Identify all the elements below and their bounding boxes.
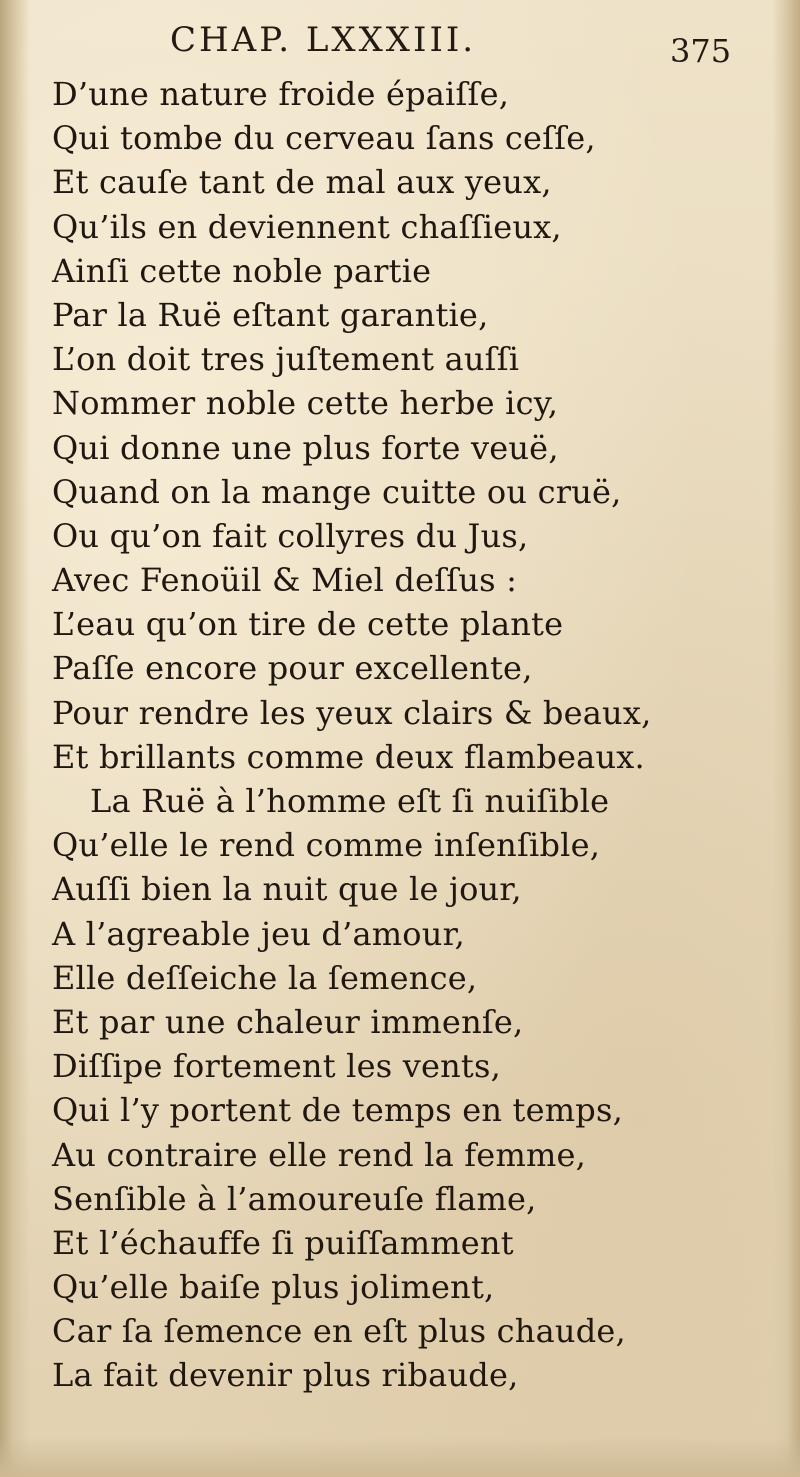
verse-line: A l’agreable jeu d’amour, [52, 914, 465, 953]
verse-line: Quand on la mange cuitte ou cruë, [52, 472, 622, 511]
running-head: CHAP. LXXXIII. [170, 20, 477, 60]
verse-line: Pour rendre les yeux clairs & beaux, [52, 693, 652, 732]
verse-line: Senſible à l’amoureuſe flame, [52, 1179, 537, 1218]
verse-line: Qu’elle le rend comme inſenſible, [52, 826, 601, 865]
verse-line: Avec Fenoüil & Miel deſſus : [52, 561, 518, 600]
verse-line: Et brillants comme deux flambeaux. [52, 737, 645, 776]
verse-line: Et cauſe tant de mal aux yeux, [52, 163, 552, 202]
verse-line: Ainſi cette noble partie [52, 251, 432, 290]
verse-line: Paſſe encore pour excellente, [52, 649, 533, 688]
verse-line: Qu’elle baiſe plus joliment, [52, 1268, 495, 1307]
verse-line: L’eau qu’on tire de cette plante [52, 605, 564, 644]
page-right-edge [772, 0, 800, 1477]
verse-line: Qu’ils en deviennent chaſſieux, [52, 207, 562, 246]
verse-line: Qui tombe du cerveau ſans ceſſe, [52, 119, 596, 158]
page-number: 375 [670, 32, 732, 70]
verse-line: Qui donne une plus forte veuë, [52, 428, 559, 467]
verse-line: Car ſa ſemence en eſt plus chaude, [52, 1312, 626, 1351]
verse-text [52, 72, 742, 1398]
verse-line: Elle deſſeiche la ſemence, [52, 958, 478, 997]
page-bottom-edge [0, 1437, 800, 1477]
verse-line: Qui l’y portent de temps en temps, [52, 1091, 623, 1130]
verse-line: Diſſipe fortement les vents, [52, 1047, 501, 1086]
verse-line: Et l’échauffe ſi puiſſamment [52, 1223, 514, 1262]
verse-line: Par la Ruë eſtant garantie, [52, 295, 489, 334]
page-left-edge [0, 0, 30, 1477]
verse-line: Auſſi bien la nuit que le jour, [52, 870, 522, 909]
verse-line: Au contraire elle rend la femme, [52, 1135, 587, 1174]
verse-line: L’on doit tres juſtement auſſi [52, 340, 520, 379]
verse-line: La fait devenir plus ribaude, [52, 1356, 519, 1395]
verse-line: Et par une chaleur immenſe, [52, 1002, 524, 1041]
verse-line: Nommer noble cette herbe icy, [52, 384, 559, 423]
verse-line: D’une nature froide épaiſſe, [52, 75, 510, 113]
verse-line: Ou qu’on fait collyres du Jus, [52, 516, 529, 555]
verse-line-stanza-start: La Ruë à l’homme eſt ſi nuiſible [90, 782, 610, 820]
